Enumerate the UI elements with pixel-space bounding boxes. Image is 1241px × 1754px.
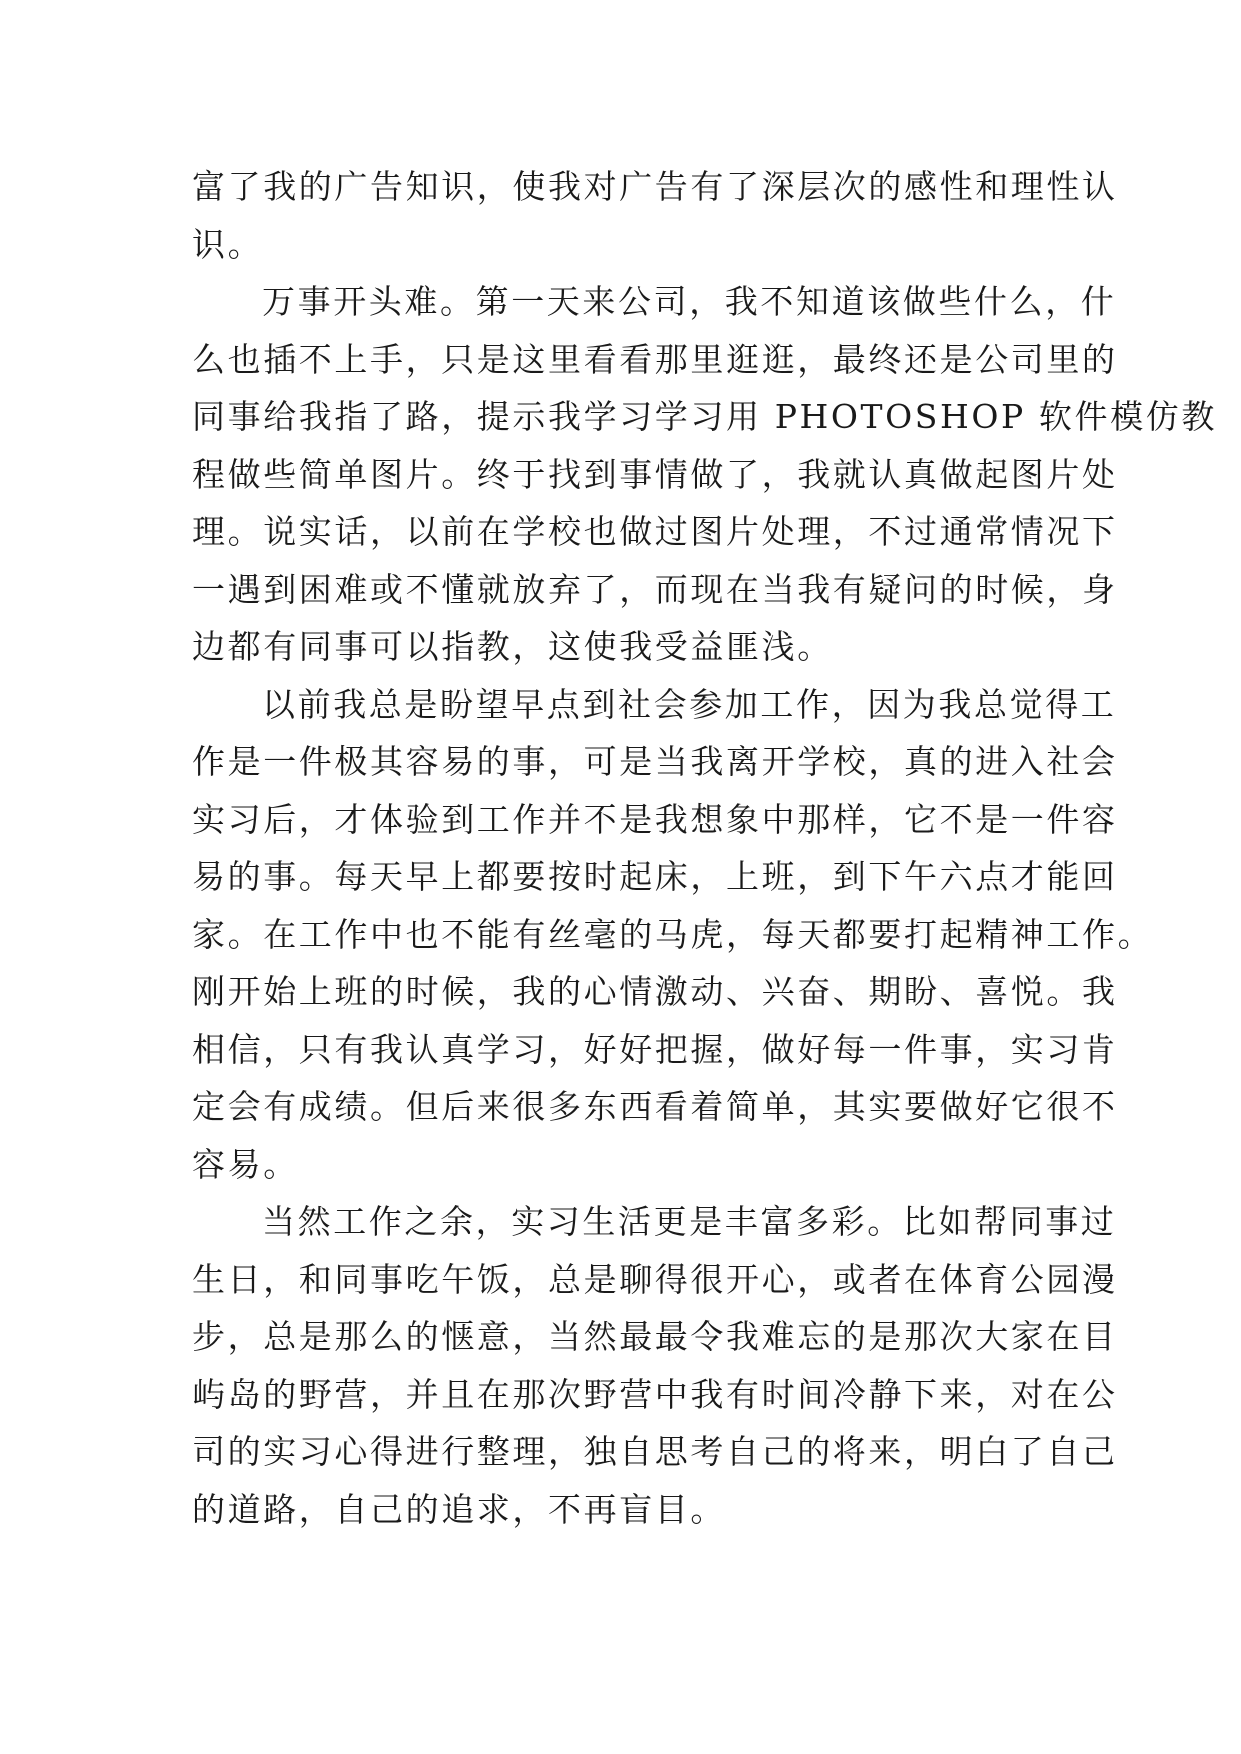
text-line: 边都有同事可以指教，这使我受益匪浅。: [192, 627, 833, 666]
text-line: 富了我的广告知识，使我对广告有了深层次的感性和理性认: [192, 167, 1118, 206]
paragraph-2: [192, 273, 1217, 676]
text-line: 以前我总是盼望早点到社会参加工作，因为我总觉得工: [262, 684, 1117, 724]
text-line: 程做些简单图片。终于找到事情做了，我就认真做起图片处: [192, 454, 1118, 494]
text-line: 步，总是那么的惬意，当然最最令我难忘的是那次大家在目: [192, 1317, 1118, 1356]
text-line: 相信，只有我认真学习，好好把握，做好每一件事，实习肯: [192, 1029, 1118, 1069]
text-line: 刚开始上班的时候，我的心情激动、兴奋、期盼、喜悦。我: [192, 972, 1118, 1011]
paragraph-4: [192, 1193, 1118, 1538]
text-line: 理。说实话，以前在学校也做过图片处理，不过通常情况下: [192, 512, 1118, 551]
text-line: 定会有成绩。但后来很多东西看着简单，其实要做好它很不: [192, 1087, 1118, 1126]
text-line: 作是一件极其容易的事，可是当我离开学校，真的进入社会: [192, 742, 1118, 781]
text-line: 实习后，才体验到工作并不是我想象中那样，它不是一件容: [192, 799, 1118, 839]
text-line: 生日，和同事吃午饭，总是聊得很开心，或者在体育公园漫: [192, 1259, 1118, 1299]
text-line: 家。在工作中也不能有丝毫的马虎，每天都要打起精神工作。: [192, 914, 1154, 954]
text-line: 易的事。每天早上都要按时起床，上班，到下午六点才能回: [192, 857, 1118, 896]
text-line: 识。: [192, 224, 264, 264]
paragraph-1: [192, 158, 1118, 273]
text-line: 容易。: [192, 1144, 299, 1184]
text-line: 司的实习心得进行整理，独自思考自己的将来，明白了自己: [192, 1432, 1118, 1471]
text-line: 屿岛的野营，并且在那次野营中我有时间冷静下来，对在公: [192, 1374, 1118, 1414]
text-line: 一遇到困难或不懂就放弃了，而现在当我有疑问的时候，身: [192, 569, 1118, 609]
text-line: 同事给我指了路，提示我学习学习用 PHOTOSHOP 软件模仿教: [192, 397, 1217, 436]
document-body: [192, 158, 1217, 1538]
text-line: 万事开头难。第一天来公司，我不知道该做些什么，什: [262, 282, 1117, 321]
text-line: 当然工作之余，实习生活更是丰富多彩。比如帮同事过: [262, 1202, 1117, 1241]
paragraph-3: [192, 676, 1154, 1194]
text-line: 的道路，自己的追求，不再盲目。: [192, 1489, 726, 1529]
text-line: 么也插不上手，只是这里看看那里逛逛，最终还是公司里的: [192, 339, 1118, 379]
